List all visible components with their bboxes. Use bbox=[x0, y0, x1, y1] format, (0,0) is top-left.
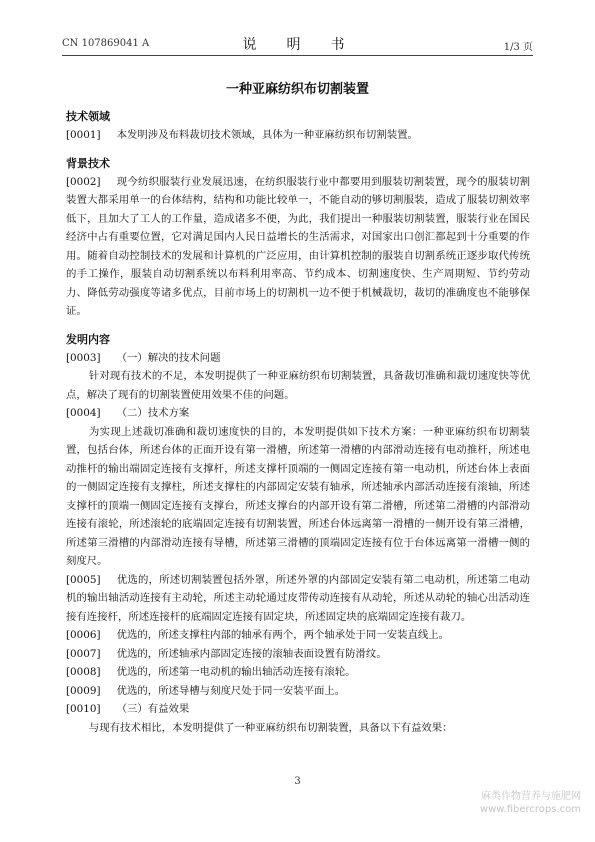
section-heading-invention: 发明内容 bbox=[66, 332, 110, 346]
paragraph-0005 bbox=[66, 571, 530, 627]
paragraph-text: （一）解决的技术问题 bbox=[116, 351, 221, 364]
document-title: 一种亚麻纺织布切割装置 bbox=[225, 82, 369, 97]
paragraph-number: [0010] bbox=[66, 703, 101, 715]
paragraph-number: [0002] bbox=[66, 175, 101, 188]
paragraph-0008 bbox=[66, 663, 530, 682]
paragraph-0009 bbox=[66, 682, 530, 701]
header-rule bbox=[62, 55, 533, 56]
paragraph-0010-body: 与现有技术相比，本发明提供了一种亚麻纺织布切割装置，具备以下有益效果： bbox=[88, 721, 453, 734]
paragraph-text: 优选的，所述支撑柱内部的轴承有两个，两个轴承处于同一安装直线上。 bbox=[116, 629, 450, 641]
document-body bbox=[66, 108, 530, 737]
paragraph-0002 bbox=[66, 173, 530, 321]
paragraph-text: 优选的，所述切割装置包括外罩，所述外罩的内部固定安装有第二电动机，所述第二电动机的输出轴活动连接有主动轮，所述主动轮通过皮带传动连接有从动轮，所述从动轮的轴心出活动连接有连接杆，所述连接杆的底端固定连接有固定块，所述固定块的底端固定连接有裁刀。 bbox=[66, 573, 530, 623]
paragraph-number: [0001] bbox=[66, 129, 101, 141]
paragraph-0001 bbox=[66, 126, 530, 145]
paragraph-text: 优选的，所述轴承内部固定连接的滚轴表面设置有防滑纹。 bbox=[116, 647, 387, 660]
page-ratio: 1/3 页 bbox=[503, 42, 533, 53]
paragraph-number: [0006] bbox=[66, 629, 101, 641]
patent-number: CN 107869041 A bbox=[62, 38, 150, 49]
paragraph-number: [0008] bbox=[66, 666, 101, 678]
watermark-line-1: 麻类作物营养与施肥网 bbox=[481, 791, 581, 802]
paragraph-0007 bbox=[66, 645, 530, 664]
paragraph-number: [0005] bbox=[66, 573, 101, 586]
watermark bbox=[480, 790, 581, 816]
paragraph-0004 bbox=[66, 404, 530, 423]
paragraph-text: （三）有益效果 bbox=[116, 703, 190, 715]
paragraph-number: [0003] bbox=[66, 351, 101, 364]
paragraph-0010 bbox=[66, 700, 530, 719]
watermark-line-2: www.fibercrops.com bbox=[479, 804, 581, 815]
paragraph-0006 bbox=[66, 626, 530, 645]
paragraph-number: [0004] bbox=[66, 407, 101, 419]
paragraph-text: （二）技术方案 bbox=[116, 407, 190, 419]
paragraph-text: 优选的，所述导槽与刻度尺处于同一安装平面上。 bbox=[116, 684, 346, 697]
paragraph-number: [0007] bbox=[66, 647, 101, 660]
paragraph-text: 优选的，所述第一电动机的输出轴活动连接有滚轮。 bbox=[116, 666, 356, 678]
page-number: 3 bbox=[294, 776, 301, 787]
paragraph-text: 现今纺织服装行业发展迅速，在纺织服装行业中都要用到服装切割装置，现今的服装切割装置大都采用单一的台体结构，结构和功能比较单一，不能自动的够切割服装，造成了服装切割效率低下，且加大了工人的工作量，造成诸多不便，为此，我们提出一种服装切割装置，服装行业在国民经济中占有重要位置，它对满足国内人民日益增长的生活需求，对国家出口创汇都起到十分重要的作用。随着自动控制技术的发展和计算机的广泛应用，由计算机控制的服装自切割系统正逐步取代传统的手工操作，服装自动切割系统以布料利用率高、节约成本、切割速度快、生产周期短、节约劳动力、降低劳动强度等诸多优点，目前市场上的切割机一边不便于机械裁切，裁切的准确度也不能够保证。 bbox=[66, 175, 530, 317]
paragraph-text: 本发明涉及布料裁切技术领域，具体为一种亚麻纺织布切割装置。 bbox=[116, 129, 418, 141]
section-heading-background: 背景技术 bbox=[66, 156, 110, 170]
paragraph-0004-body: 为实现上述裁切准确和裁切速度快的目的，本发明提供如下技术方案：一种亚麻纺织布切割装置，包括台体，所述台体的正面开设有第一滑槽，所述第一滑槽的内部滑动连接有电动推杆，所述电动推杆的输出端固定连接有支撑杆，所述支撑杆顶端的一侧固定连接有第一电动机，所述台体上表面的一侧固定连接有支撑柱，所述支撑柱的内部固定安装有轴承，所述轴承内部活动连接有滚轴，所述支撑杆的顶端一侧固定连接有支撑台，所述支撑台的内部开设有第二滑槽，所述第二滑槽的内部滑动连接有滚轮，所述滚轮的底端固定连接有切割装置，所述台体远离第一滑槽的一侧开设有第三滑槽，所述第三滑槽的内部滑动连接有导槽，所述第三滑槽的顶端固定连接有位于台体远离第一滑槽一侧的刻度尺。 bbox=[66, 425, 530, 567]
section-heading-field: 技术领域 bbox=[66, 110, 110, 123]
paragraph-number: [0009] bbox=[66, 684, 101, 697]
paragraph-0003 bbox=[66, 349, 530, 368]
document-type-heading: 说 明 书 bbox=[242, 37, 353, 53]
paragraph-0003-body: 针对现有技术的不足，本发明提供了一种亚麻纺织布切割装置，具备裁切准确和裁切速度快等优点，解决了现有的切割装置使用效果不佳的问题。 bbox=[66, 370, 530, 401]
